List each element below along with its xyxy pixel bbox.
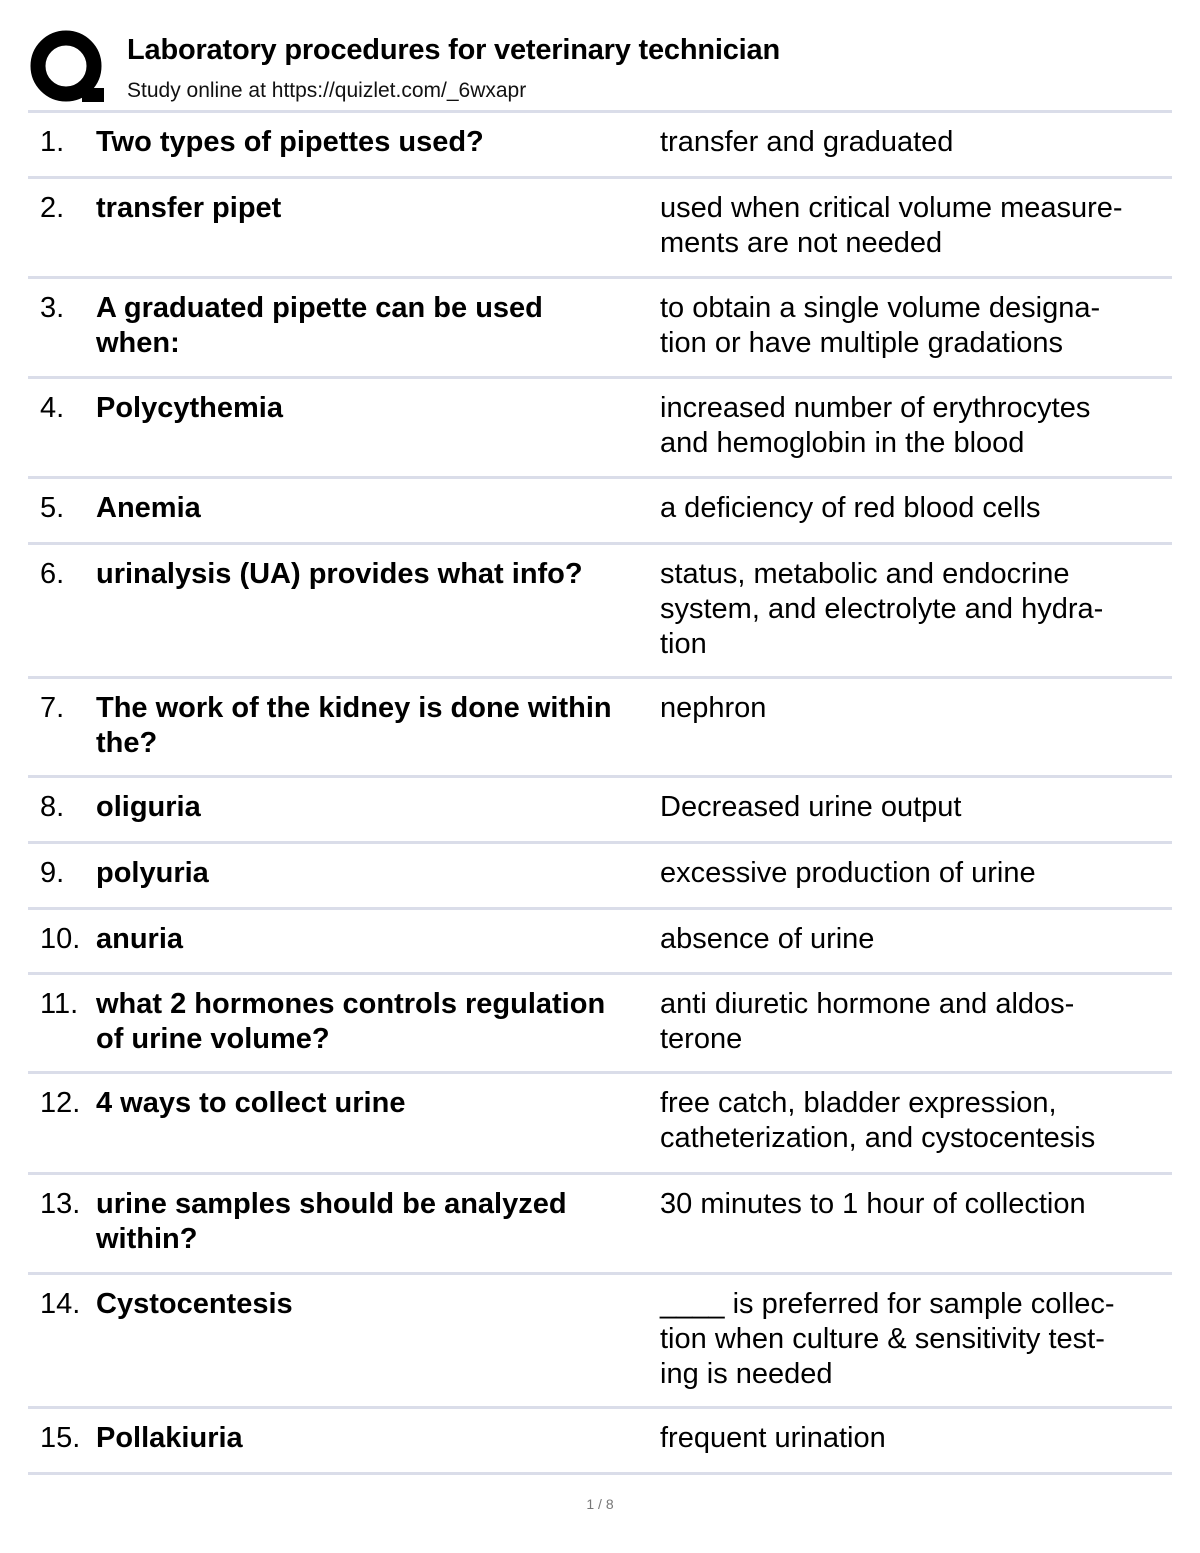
card-row: [28, 910, 1172, 975]
card-definition: excessive production of urine: [660, 857, 1036, 889]
page-number: 1 / 8: [586, 1496, 614, 1512]
card-number: 5.: [40, 492, 65, 524]
card-definition: a deficiency of red blood cells: [660, 492, 1041, 524]
card-number: 11.: [40, 988, 79, 1020]
card-term: 4 ways to collect urine: [96, 1087, 406, 1119]
card-definition: Decreased urine output: [660, 791, 962, 823]
card-row: [28, 1074, 1172, 1175]
card-term: Two types of pipettes used?: [96, 126, 484, 158]
card-row: [28, 1275, 1172, 1409]
card-row: [28, 679, 1172, 778]
card-term: urine samples should be analyzed within?: [96, 1188, 567, 1255]
card-definition: status, metabolic and endocrine system, and electrolyte and hydra- tion: [660, 558, 1104, 660]
card-term: Polycythemia: [96, 392, 283, 424]
card-definition: used when critical volume measure- ments are not needed: [660, 192, 1123, 259]
card-definition: anti diuretic hormone and aldos- terone: [660, 988, 1075, 1055]
card-row: [28, 113, 1172, 179]
card-number: 7.: [40, 692, 65, 724]
card-term: transfer pipet: [96, 192, 282, 224]
study-link[interactable]: Study online at https://quizlet.com/_6wxapr: [127, 79, 527, 102]
card-definition: to obtain a single volume designa- tion or have multiple gradations: [660, 292, 1101, 359]
card-number: 4.: [40, 392, 65, 424]
card-number: 15.: [40, 1422, 81, 1454]
card-row: [28, 479, 1172, 545]
card-term: anuria: [96, 923, 184, 955]
card-term: A graduated pipette can be used when:: [96, 292, 543, 359]
card-definition: increased number of erythrocytes and hemoglobin in the blood: [660, 392, 1091, 459]
card-number: 12.: [40, 1087, 81, 1119]
card-row: [28, 179, 1172, 279]
card-term: The work of the kidney is done within the?: [96, 692, 612, 759]
card-row: [28, 1409, 1172, 1475]
card-term: what 2 hormones controls regulation of urine volume?: [96, 988, 606, 1055]
card-row: [28, 1175, 1172, 1275]
card-definition: free catch, bladder expression, catheterization, and cystocentesis: [660, 1087, 1096, 1154]
quizlet-logo-icon: [30, 30, 106, 106]
page-title: Laboratory procedures for veterinary technician: [127, 34, 780, 66]
card-term: polyuria: [96, 857, 209, 889]
card-definition: 30 minutes to 1 hour of collection: [660, 1188, 1086, 1220]
card-term: Pollakiuria: [96, 1422, 243, 1454]
card-number: 3.: [40, 292, 65, 324]
card-row: [28, 379, 1172, 479]
card-row: [28, 545, 1172, 679]
card-term: Anemia: [96, 492, 201, 524]
card-number: 1.: [40, 126, 65, 158]
card-number: 2.: [40, 192, 65, 224]
card-row: [28, 778, 1172, 844]
card-definition: ____ is preferred for sample collec- tion when culture & sensitivity test- ing is needed: [660, 1288, 1115, 1390]
flashcard-list: [28, 110, 1172, 1475]
card-row: [28, 279, 1172, 379]
card-number: 8.: [40, 791, 65, 823]
card-row: [28, 844, 1172, 910]
card-number: 14.: [40, 1288, 81, 1320]
card-number: 6.: [40, 558, 65, 590]
card-definition: nephron: [660, 692, 767, 724]
card-term: urinalysis (UA) provides what info?: [96, 558, 583, 590]
card-definition: absence of urine: [660, 923, 875, 955]
card-row: [28, 975, 1172, 1074]
card-definition: frequent urination: [660, 1422, 886, 1454]
card-number: 9.: [40, 857, 65, 889]
card-number: 13.: [40, 1188, 81, 1220]
card-definition: transfer and graduated: [660, 126, 954, 158]
card-term: Cystocentesis: [96, 1288, 293, 1320]
card-term: oliguria: [96, 791, 201, 823]
card-number: 10.: [40, 923, 81, 955]
